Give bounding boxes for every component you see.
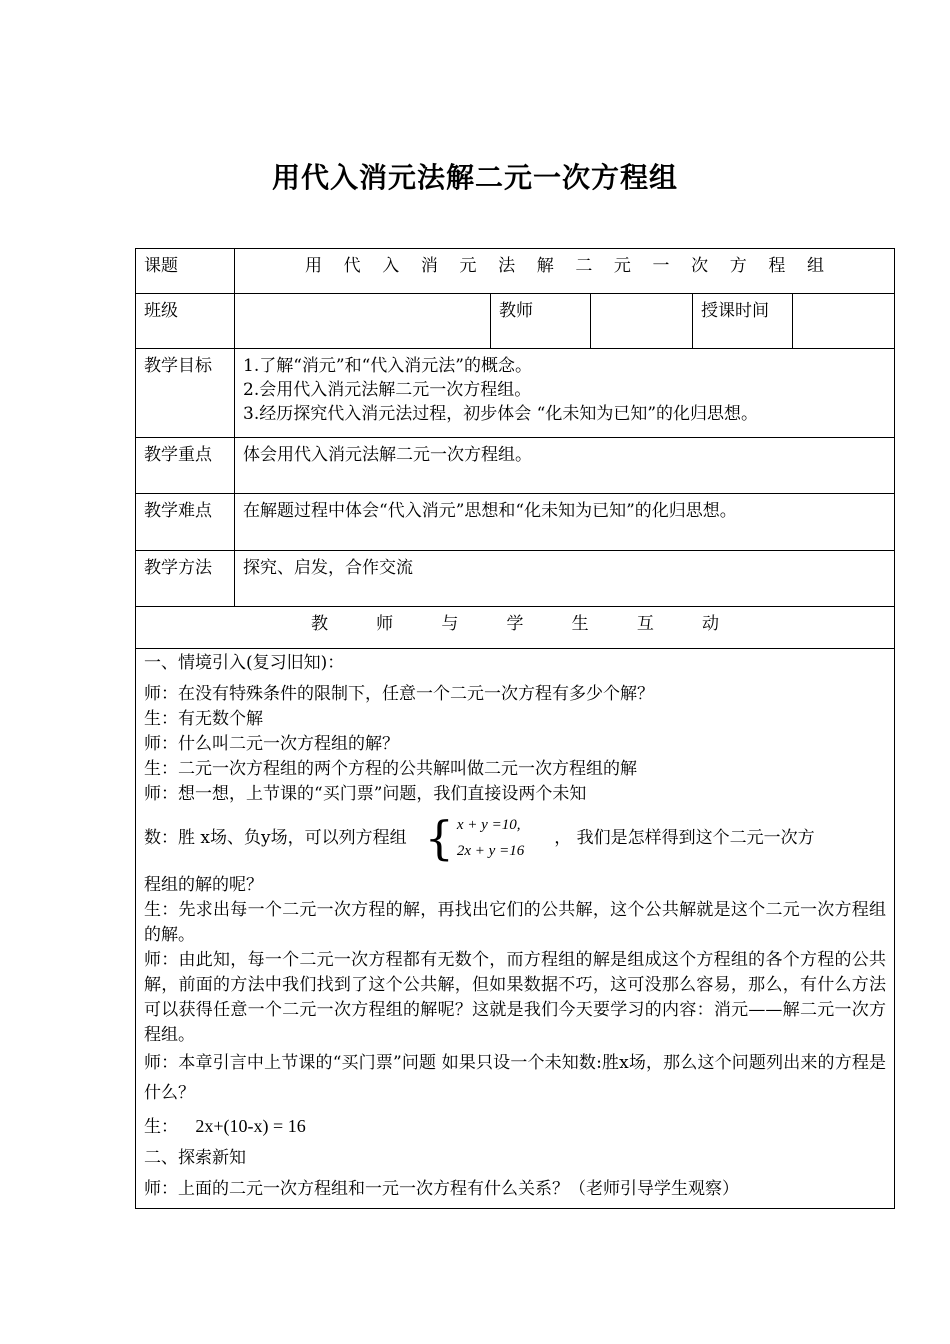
teacher-value (591, 294, 693, 349)
equation-line (144, 809, 886, 867)
equation-answer: 2x+(10-x) = 16 (195, 1116, 306, 1136)
row-key (136, 438, 895, 494)
content-line: ， 我们是怎样得到这个二元一次方 (554, 828, 815, 848)
content-line: 生：二元一次方程组的两个方程的公共解叫做二元一次方程组的解 (144, 759, 637, 779)
difficulty-label: 教学难点 (136, 494, 235, 551)
time-label: 授课时间 (693, 294, 793, 349)
content-line: 师：在没有特殊条件的限制下，任意一个二元一次方程有多少个解？ (144, 684, 654, 704)
goal-item: 3.经历探究代入消元法过程，初步体会 “化未知为已知”的化归思想。 (243, 404, 759, 424)
topic-label: 课题 (136, 249, 235, 294)
row-interaction-header (136, 607, 895, 649)
method-value: 探究、启发，合作交流 (235, 551, 895, 607)
equation-1: x + y =10, (456, 817, 521, 833)
topic-value: 用代入消元法解二元一次方程组 (235, 249, 895, 294)
method-label: 教学方法 (136, 551, 235, 607)
row-topic (136, 249, 895, 294)
content-line: 师：想一想，上节课的“买门票”问题，我们直接设两个未知 (144, 784, 587, 804)
interaction-content (136, 649, 895, 1209)
key-label: 教学重点 (136, 438, 235, 494)
difficulty-value: 在解题过程中体会“代入消元”思想和“化未知为已知”的化归思想。 (235, 494, 895, 551)
student-label: 生： (144, 1117, 178, 1137)
content-line: 生：有无数个解 (144, 709, 263, 729)
goal-item: 1.了解“消元”和“代入消元法”的概念。 (243, 356, 532, 376)
content-line: 师：什么叫二元一次方程组的解？ (144, 734, 399, 754)
row-content (136, 649, 895, 1209)
row-difficulty (136, 494, 895, 551)
content-line: 程组的解的呢？ (144, 875, 263, 895)
teacher-label: 教师 (491, 294, 591, 349)
row-goals (136, 349, 895, 438)
goals-list (235, 349, 895, 438)
lesson-plan-table (135, 248, 895, 1209)
content-line: 二、探索新知 (144, 1148, 246, 1168)
content-line: 一、情境引入(复习旧知)： (144, 653, 345, 673)
content-line: 师：本章引言中上节课的“买门票”问题 如果只设一个未知数:胜x场，那么这个问题列出来的方程是什么？ (144, 1053, 887, 1103)
equation-system (457, 812, 524, 864)
interaction-header: 教师与学生互动 (136, 607, 895, 649)
content-line (144, 1114, 886, 1140)
content-line: 数：胜 x场、负y场，可以列方程组 (144, 828, 407, 848)
goals-label: 教学目标 (136, 349, 235, 438)
equation-2: 2x + y =16 (456, 843, 525, 859)
time-value (793, 294, 895, 349)
key-value: 体会用代入消元法解二元一次方程组。 (235, 438, 895, 494)
brace-symbol: { (424, 811, 454, 865)
goal-item: 2.会用代入消元法解二元一次方程组。 (243, 380, 532, 400)
class-value (235, 294, 491, 349)
row-method (136, 551, 895, 607)
class-label: 班级 (136, 294, 235, 349)
row-class (136, 294, 895, 349)
content-line: 生：先求出每一个二元一次方程的解，再找出它们的公共解，这个公共解就是这个二元一次方程组的解。 (144, 900, 887, 945)
content-line: 师：由此知，每一个二元一次方程都有无数个，而方程组的解是组成这个方程组的各个方程的公共解，前面的方法中我们找到了这个公共解，但如果数据不巧，这可没那么容易，那么，有什么方法可以获得任意一个二元一次方程组的解呢？这就是我们今天要学习的内容：消元——解二元一次方程组。 (144, 950, 887, 1045)
page-title: 用代入消元法解二元一次方程组 (271, 161, 678, 194)
content-line: 师：上面的二元一次方程组和一元一次方程有什么关系？（老师引导学生观察） (144, 1179, 739, 1199)
